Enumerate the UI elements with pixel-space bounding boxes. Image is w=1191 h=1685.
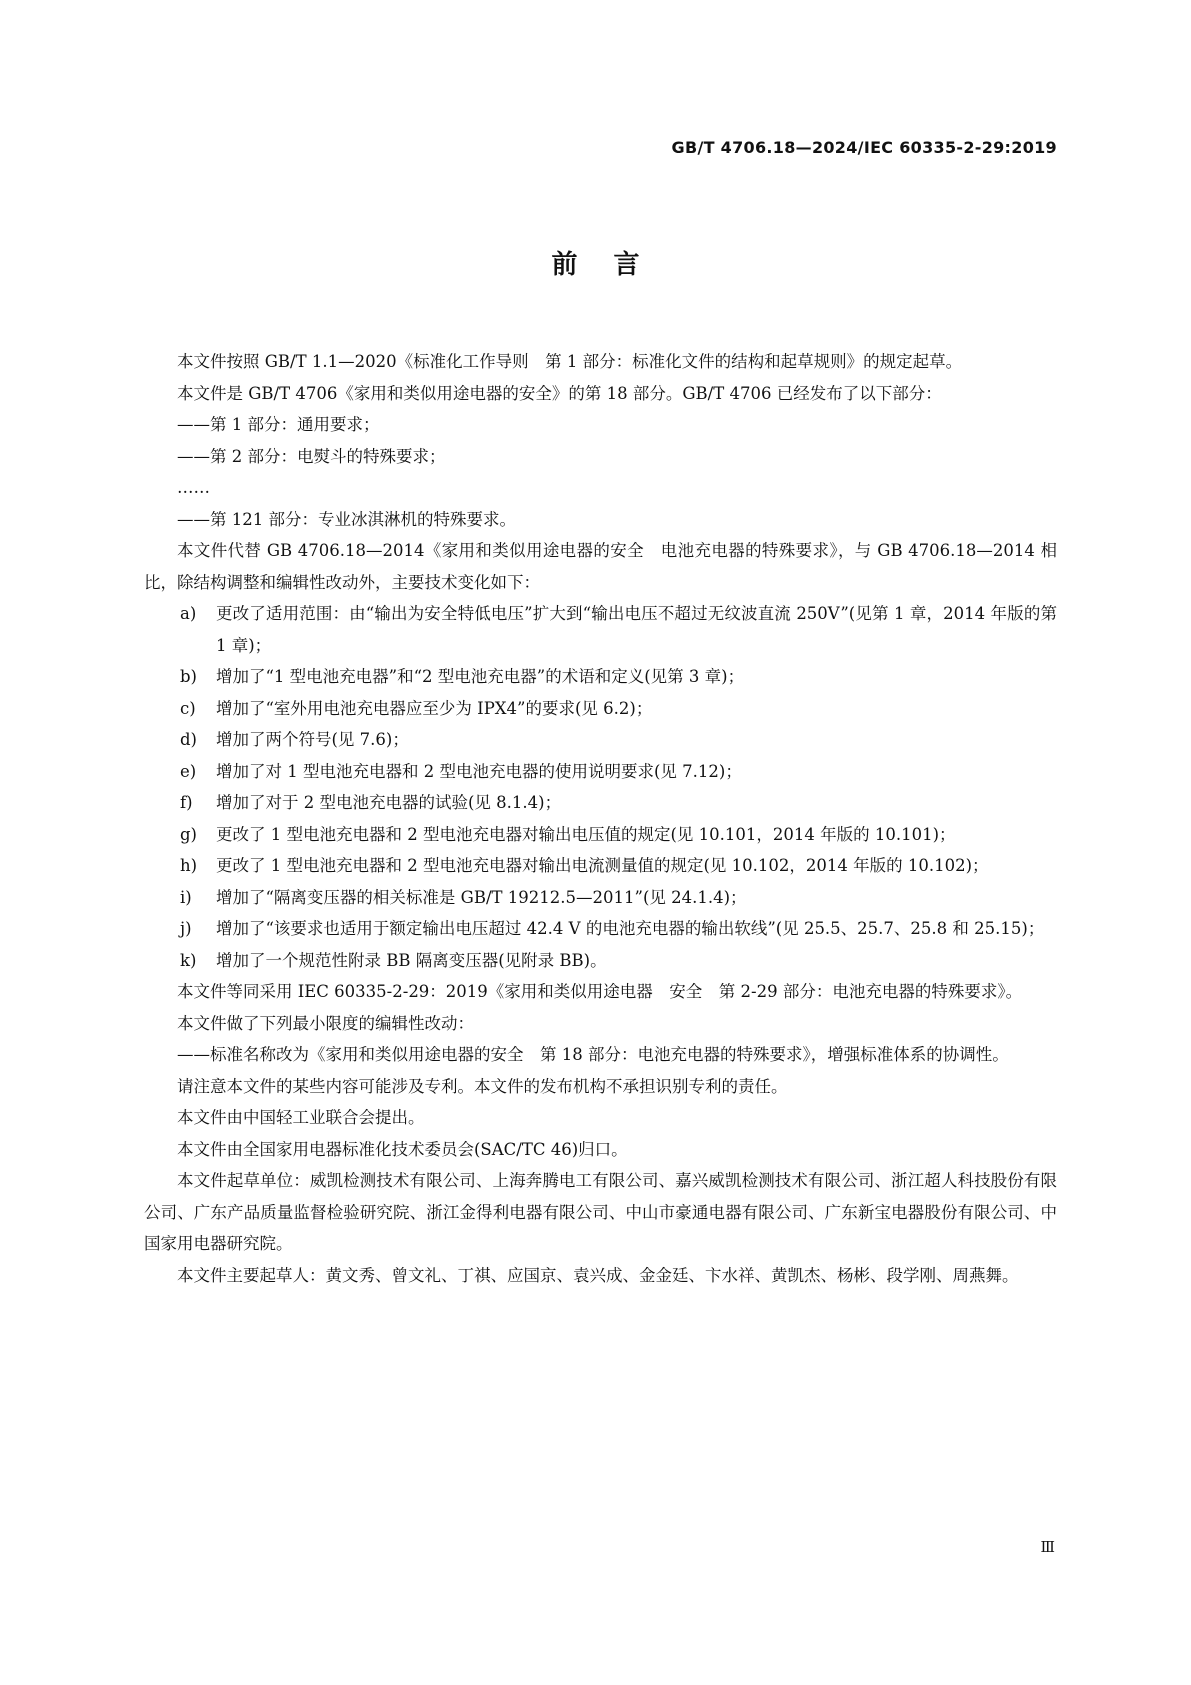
list-item-part-121: ——第 121 部分：专业冰淇淋机的特殊要求。 <box>177 509 516 529</box>
paragraph-series-intro: 本文件是 GB/T 4706《家用和类似用途电器的安全》的第 18 部分。GB/T 4706 已经发布了以下部分： <box>177 383 942 403</box>
list-item-name-change: ——标准名称改为《家用和类似用途电器的安全 第 18 部分：电池充电器的特殊要求》，增强标准体系的协调性。 <box>177 1045 1009 1064</box>
change-item <box>144 724 1057 756</box>
change-item <box>144 693 1057 725</box>
change-text: 增加了“室外用电池充电器应至少为 IPX4”的要求(见 6.2)； <box>216 698 653 718</box>
change-text: 增加了一个规范性附录 BB 隔离变压器(见附录 BB)。 <box>216 950 607 970</box>
change-label: h) <box>180 856 198 875</box>
change-text: 增加了两个符号(见 7.6)； <box>216 730 409 749</box>
change-text: 增加了“1 型电池充电器”和“2 型电池充电器”的术语和定义(见第 3 章)； <box>216 667 745 686</box>
change-item <box>144 787 1057 819</box>
paragraph-committee: 本文件由全国家用电器标准化技术委员会(SAC/TC 46)归口。 <box>177 1139 628 1159</box>
paragraph-equivalence: 本文件等同采用 IEC 60335-2-29：2019《家用和类似用途电器 安全 第 2-29 部分：电池充电器的特殊要求》。 <box>177 982 1023 1001</box>
change-label: k) <box>180 950 197 970</box>
paragraph-editorial-intro: 本文件做了下列最小限度的编辑性改动： <box>177 1013 474 1033</box>
change-item <box>144 661 1057 693</box>
standard-code-header: GB/T 4706.18—2024/IEC 60335-2-29:2019 <box>671 138 1057 157</box>
list-item-part-2: ——第 2 部分：电熨斗的特殊要求； <box>177 446 446 466</box>
change-label: e) <box>180 761 197 781</box>
paragraph-drafting-units: 本文件起草单位：威凯检测技术有限公司、上海奔腾电工有限公司、嘉兴威凯检测技术有限公司、浙江超人科技股份有限公司、广东产品质量监督检验研究院、浙江金得利电器有限公司、中山市豪通电器有限公司、广东新宝电器股份有限公司、中国家用电器研究院。 <box>144 1171 1057 1253</box>
change-item <box>144 819 1057 851</box>
change-item <box>144 756 1057 788</box>
change-item <box>144 850 1057 882</box>
list-item-part-1: ——第 1 部分：通用要求； <box>177 415 380 434</box>
paragraph-drafting-basis: 本文件按照 GB/T 1.1—2020《标准化工作导则 第 1 部分：标准化文件的结构和起草规则》的规定起草。 <box>177 352 963 371</box>
change-label: c) <box>180 698 196 718</box>
page-title: 前言 <box>551 250 676 280</box>
list-ellipsis: …… <box>177 478 210 497</box>
change-text: 更改了 1 型电池充电器和 2 型电池充电器对输出电流测量值的规定(见 10.102，2014 年版的 10.102)； <box>216 856 989 875</box>
change-text: 增加了“该要求也适用于额定输出电压超过 42.4 V 的电池充电器的输出软线”(见 25.5、25.7、25.8 和 25.15)； <box>216 919 1045 938</box>
change-text: 增加了对于 2 型电池充电器的试验(见 8.1.4)； <box>216 793 562 812</box>
change-text: 增加了对 1 型电池充电器和 2 型电池充电器的使用说明要求(见 7.12)； <box>216 761 742 781</box>
change-label: a) <box>180 604 197 623</box>
paragraph-proposer: 本文件由中国轻工业联合会提出。 <box>177 1108 425 1127</box>
paragraph-drafters: 本文件主要起草人：黄文秀、曾文礼、丁祺、应国京、袁兴成、金金廷、卞水祥、黄凯杰、杨彬、段学刚、周燕舞。 <box>177 1265 1019 1285</box>
changes-list <box>144 598 1057 976</box>
change-item <box>144 882 1057 914</box>
paragraph-patent-notice: 请注意本文件的某些内容可能涉及专利。本文件的发布机构不承担识别专利的责任。 <box>177 1076 788 1096</box>
change-label: i) <box>180 887 192 907</box>
change-label: j) <box>180 919 192 938</box>
paragraph-replacement: 本文件代替 GB 4706.18—2014《家用和类似用途电器的安全 电池充电器的特殊要求》，与 GB 4706.18—2014 相比，除结构调整和编辑性改动外，主要技术变化如下： <box>144 541 1057 592</box>
change-label: g) <box>180 824 197 844</box>
foreword-body <box>144 346 1057 1291</box>
change-label: b) <box>180 667 197 686</box>
change-item <box>144 945 1057 977</box>
change-item <box>144 913 1057 945</box>
page-number: Ⅲ <box>1040 1538 1055 1556</box>
change-label: d) <box>180 730 197 749</box>
change-text: 更改了适用范围：由“输出为安全特低电压”扩大到“输出电压不超过无纹波直流 250V”(见第 1 章，2014 年版的第 1 章)； <box>216 604 1057 655</box>
change-text: 增加了“隔离变压器的相关标准是 GB/T 19212.5—2011”(见 24.1.4)； <box>216 887 747 907</box>
change-label: f) <box>180 793 193 812</box>
change-item <box>144 598 1057 661</box>
change-text: 更改了 1 型电池充电器和 2 型电池充电器对输出电压值的规定(见 10.101，2014 年版的 10.101)； <box>216 824 956 844</box>
